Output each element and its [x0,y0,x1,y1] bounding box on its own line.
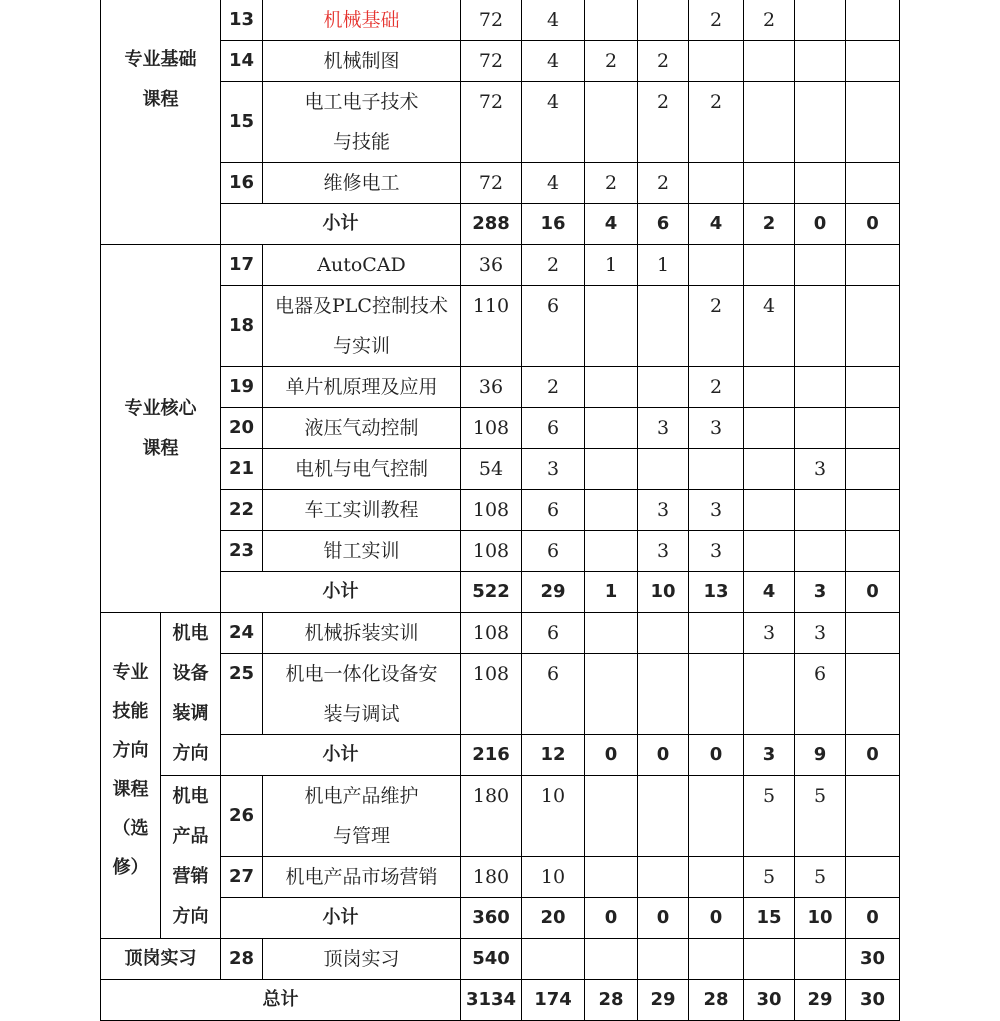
semester-4-cell: 5 [744,776,795,857]
semester-1-cell: 4 [585,204,638,245]
semester-4-cell [744,531,795,572]
semester-5-cell: 3 [795,449,846,490]
semester-6-cell [846,613,900,654]
credits-cell: 6 [522,408,585,449]
table-row [101,0,900,41]
semester-4-cell: 15 [744,898,795,939]
semester-3-cell: 0 [689,898,744,939]
table-row [101,531,900,572]
table-row [101,857,900,898]
subtotal-label: 小计 [221,735,461,776]
course-name: 电器及PLC控制技术 与实训 [263,286,461,367]
semester-1-cell [585,654,638,735]
hours-cell: 216 [461,735,522,776]
semester-4-cell [744,367,795,408]
subtotal-label: 小计 [221,204,461,245]
course-name: 机械拆装实训 [263,613,461,654]
semester-2-cell: 10 [638,572,689,613]
course-no: 22 [221,490,263,531]
semester-1-cell [585,0,638,41]
semester-4-cell: 2 [744,204,795,245]
semester-4-cell [744,490,795,531]
credits-cell: 29 [522,572,585,613]
semester-4-cell: 4 [744,286,795,367]
semester-3-cell [689,654,744,735]
credits-cell: 4 [522,163,585,204]
course-no: 19 [221,367,263,408]
hours-cell: 522 [461,572,522,613]
semester-3-cell [689,163,744,204]
semester-4-cell: 5 [744,857,795,898]
semester-4-cell: 2 [744,0,795,41]
semester-5-cell [795,408,846,449]
course-no: 20 [221,408,263,449]
semester-5-cell: 10 [795,898,846,939]
course-name: 钳工实训 [263,531,461,572]
hours-cell: 36 [461,367,522,408]
semester-5-cell: 5 [795,857,846,898]
semester-6-cell: 0 [846,204,900,245]
course-no: 27 [221,857,263,898]
course-no: 28 [221,939,263,980]
hours-cell: 108 [461,613,522,654]
course-name: 单片机原理及应用 [263,367,461,408]
credits-cell [522,939,585,980]
semester-3-cell: 3 [689,531,744,572]
semester-4-cell [744,654,795,735]
credits-cell: 20 [522,898,585,939]
group-label-direction-b: 机电 产品 营销 方向 [161,776,221,939]
course-no: 25 [221,654,263,735]
course-no: 15 [221,82,263,163]
course-no: 23 [221,531,263,572]
semester-6-cell: 0 [846,898,900,939]
semester-4-cell [744,41,795,82]
hours-cell: 72 [461,0,522,41]
credits-cell: 4 [522,41,585,82]
semester-3-cell: 3 [689,490,744,531]
semester-2-cell: 3 [638,490,689,531]
semester-5-cell: 5 [795,776,846,857]
semester-2-cell: 3 [638,408,689,449]
course-name: 顶岗实习 [263,939,461,980]
credits-cell: 6 [522,531,585,572]
course-name: 电机与电气控制 [263,449,461,490]
credits-cell: 4 [522,0,585,41]
semester-3-cell [689,41,744,82]
semester-2-cell [638,654,689,735]
hours-cell: 3134 [461,980,522,1021]
hours-cell: 36 [461,245,522,286]
semester-5-cell [795,41,846,82]
semester-5-cell: 3 [795,572,846,613]
semester-6-cell [846,408,900,449]
course-name: 液压气动控制 [263,408,461,449]
group-label-foundation: 专业基础 课程 [101,0,221,245]
semester-2-cell: 0 [638,898,689,939]
semester-1-cell: 0 [585,735,638,776]
semester-6-cell: 0 [846,735,900,776]
semester-6-cell [846,857,900,898]
group-label-core: 专业核心 课程 [101,245,221,613]
semester-5-cell [795,0,846,41]
semester-1-cell [585,408,638,449]
semester-3-cell: 2 [689,367,744,408]
semester-1-cell: 1 [585,572,638,613]
semester-3-cell [689,613,744,654]
course-no: 21 [221,449,263,490]
course-name: 车工实训教程 [263,490,461,531]
semester-6-cell [846,449,900,490]
semester-4-cell: 3 [744,735,795,776]
semester-1-cell [585,613,638,654]
semester-2-cell [638,613,689,654]
semester-6-cell: 0 [846,572,900,613]
hours-cell: 72 [461,163,522,204]
curriculum-table [100,0,900,1021]
course-name: 机械制图 [263,41,461,82]
semester-1-cell: 2 [585,163,638,204]
semester-1-cell [585,939,638,980]
credits-cell: 3 [522,449,585,490]
course-name: 机电产品市场营销 [263,857,461,898]
semester-2-cell: 0 [638,735,689,776]
subtotal-label: 小计 [221,898,461,939]
semester-5-cell [795,286,846,367]
semester-5-cell [795,531,846,572]
semester-4-cell: 4 [744,572,795,613]
semester-2-cell: 2 [638,163,689,204]
hours-cell: 72 [461,41,522,82]
semester-1-cell [585,367,638,408]
semester-6-cell [846,531,900,572]
semester-3-cell: 28 [689,980,744,1021]
course-no: 17 [221,245,263,286]
semester-2-cell: 2 [638,41,689,82]
course-name: AutoCAD [263,245,461,286]
semester-6-cell [846,776,900,857]
semester-6-cell: 30 [846,980,900,1021]
semester-2-cell: 6 [638,204,689,245]
semester-4-cell [744,408,795,449]
course-name: 维修电工 [263,163,461,204]
semester-1-cell [585,776,638,857]
semester-3-cell: 2 [689,286,744,367]
credits-cell: 16 [522,204,585,245]
credits-cell: 2 [522,367,585,408]
semester-6-cell [846,245,900,286]
course-no: 24 [221,613,263,654]
semester-2-cell: 29 [638,980,689,1021]
hours-cell: 108 [461,654,522,735]
semester-2-cell [638,0,689,41]
semester-2-cell [638,367,689,408]
semester-2-cell: 3 [638,531,689,572]
semester-5-cell [795,490,846,531]
semester-3-cell: 13 [689,572,744,613]
semester-5-cell: 6 [795,654,846,735]
semester-1-cell [585,857,638,898]
semester-6-cell [846,82,900,163]
subtotal-row [101,204,900,245]
hours-cell: 288 [461,204,522,245]
semester-5-cell: 0 [795,204,846,245]
group-label-direction-a: 机电 设备 装调 方向 [161,613,221,776]
semester-5-cell: 9 [795,735,846,776]
semester-3-cell: 4 [689,204,744,245]
semester-6-cell [846,286,900,367]
semester-4-cell [744,245,795,286]
semester-3-cell: 0 [689,735,744,776]
semester-1-cell [585,286,638,367]
semester-2-cell [638,776,689,857]
hours-cell: 540 [461,939,522,980]
semester-1-cell: 1 [585,245,638,286]
semester-6-cell: 30 [846,939,900,980]
semester-1-cell [585,82,638,163]
course-no: 13 [221,0,263,41]
semester-4-cell: 30 [744,980,795,1021]
credits-cell: 6 [522,286,585,367]
semester-3-cell [689,449,744,490]
semester-5-cell [795,82,846,163]
semester-2-cell: 2 [638,82,689,163]
semester-3-cell [689,245,744,286]
semester-1-cell [585,490,638,531]
semester-1-cell [585,449,638,490]
semester-3-cell: 2 [689,82,744,163]
semester-6-cell [846,367,900,408]
semester-5-cell: 3 [795,613,846,654]
group-label-skill: 专业 技能 方向 课程 （选 修） [101,613,161,939]
semester-6-cell [846,654,900,735]
subtotal-row [101,572,900,613]
subtotal-row [101,898,900,939]
semester-4-cell [744,449,795,490]
semester-1-cell: 28 [585,980,638,1021]
table-row [101,408,900,449]
semester-4-cell [744,163,795,204]
course-name: 机电一体化设备安 装与调试 [263,654,461,735]
group-label-internship: 顶岗实习 [101,939,221,980]
semester-6-cell [846,163,900,204]
semester-4-cell [744,82,795,163]
semester-6-cell [846,490,900,531]
hours-cell: 108 [461,490,522,531]
semester-2-cell [638,857,689,898]
semester-3-cell [689,857,744,898]
credits-cell: 10 [522,857,585,898]
semester-5-cell [795,245,846,286]
semester-5-cell [795,163,846,204]
semester-6-cell [846,0,900,41]
semester-2-cell [638,449,689,490]
semester-3-cell: 3 [689,408,744,449]
semester-3-cell [689,939,744,980]
semester-2-cell [638,939,689,980]
hours-cell: 108 [461,408,522,449]
subtotal-label: 小计 [221,572,461,613]
credits-cell: 6 [522,654,585,735]
credits-cell: 10 [522,776,585,857]
hours-cell: 360 [461,898,522,939]
semester-3-cell [689,776,744,857]
course-name: 机械基础 [263,0,461,41]
hours-cell: 54 [461,449,522,490]
semester-5-cell [795,939,846,980]
credits-cell: 6 [522,613,585,654]
semester-5-cell [795,367,846,408]
hours-cell: 110 [461,286,522,367]
table-row [101,163,900,204]
semester-1-cell: 0 [585,898,638,939]
credits-cell: 174 [522,980,585,1021]
table-row [101,939,900,980]
semester-4-cell [744,939,795,980]
table-row [101,245,900,286]
semester-3-cell: 2 [689,0,744,41]
table-row [101,490,900,531]
course-no: 26 [221,776,263,857]
total-label: 总计 [101,980,461,1021]
course-no: 18 [221,286,263,367]
course-name: 机电产品维护 与管理 [263,776,461,857]
semester-4-cell: 3 [744,613,795,654]
table-row [101,367,900,408]
credits-cell: 12 [522,735,585,776]
credits-cell: 6 [522,490,585,531]
hours-cell: 180 [461,857,522,898]
course-no: 16 [221,163,263,204]
course-no: 14 [221,41,263,82]
credits-cell: 4 [522,82,585,163]
total-row [101,980,900,1021]
semester-5-cell: 29 [795,980,846,1021]
table-row [101,613,900,654]
table-row [101,41,900,82]
semester-1-cell [585,531,638,572]
credits-cell: 2 [522,245,585,286]
semester-6-cell [846,41,900,82]
hours-cell: 108 [461,531,522,572]
semester-2-cell [638,286,689,367]
semester-2-cell: 1 [638,245,689,286]
hours-cell: 180 [461,776,522,857]
course-name: 电工电子技术 与技能 [263,82,461,163]
subtotal-row [101,735,900,776]
semester-1-cell: 2 [585,41,638,82]
hours-cell: 72 [461,82,522,163]
table-row [101,449,900,490]
